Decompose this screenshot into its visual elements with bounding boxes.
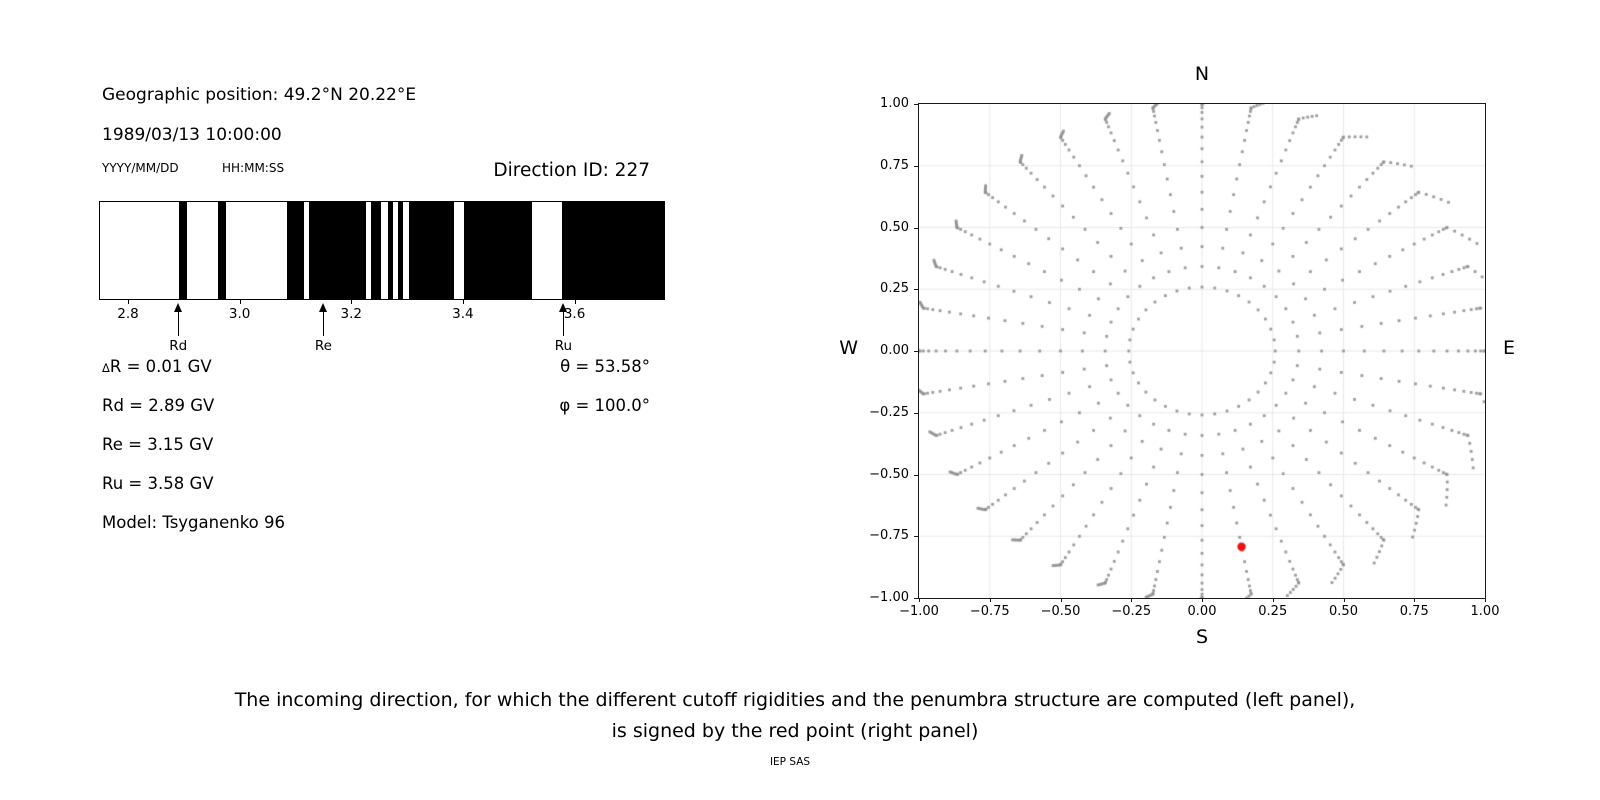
- y-axis-tick-label: −0.75: [869, 528, 909, 544]
- compass-south-label: S: [1195, 626, 1209, 648]
- y-axis-tick-label: −1.00: [869, 590, 909, 605]
- penumbra-axis-tick-label: 2.8: [117, 306, 139, 322]
- penumbra-black-band: [179, 202, 187, 299]
- y-axis-tick: [914, 228, 918, 229]
- x-axis-tick-label: −1.00: [899, 604, 939, 619]
- param-row: [102, 435, 213, 455]
- rd-arrow-shaft: [178, 310, 180, 336]
- compass-north-label: N: [1194, 63, 1210, 85]
- x-axis-tick: [1131, 598, 1132, 602]
- x-axis-tick: [990, 598, 991, 602]
- x-axis-tick: [1414, 598, 1415, 602]
- y-axis-tick-label: 0.50: [880, 219, 909, 235]
- param-text: Re = 3.15 GV: [102, 435, 214, 454]
- direction-id-label: Direction ID: 227: [493, 160, 650, 181]
- y-axis-tick: [914, 166, 918, 167]
- delta-symbol: Δ: [102, 361, 110, 375]
- param-text: Ru = 3.58 GV: [102, 474, 214, 493]
- y-axis-tick: [914, 413, 918, 414]
- ru-arrow-shaft: [563, 310, 565, 336]
- y-axis-tick-label: 1.00: [880, 96, 909, 111]
- x-axis-tick-label: 0.25: [1258, 604, 1288, 619]
- y-axis-tick-label: 0.25: [880, 281, 909, 297]
- y-axis-tick: [914, 104, 918, 105]
- cutoff-marker-label: Rd: [169, 338, 188, 354]
- y-axis-tick-label: 0.75: [880, 157, 909, 173]
- penumbra-axis-tick: [128, 300, 129, 304]
- x-axis-tick-label: −0.25: [1111, 604, 1152, 619]
- penumbra-black-band: [309, 202, 366, 299]
- penumbra-axis-tick: [240, 300, 241, 304]
- cutoff-marker-label: Re: [314, 338, 332, 354]
- penumbra-black-band: [218, 202, 226, 299]
- angle-row: θ = 53.58°: [560, 357, 650, 376]
- penumbra-axis-tick-label: 3.4: [452, 306, 474, 322]
- compass-west-label: W: [839, 337, 858, 359]
- compass-east-label: E: [1503, 337, 1516, 359]
- y-axis-tick-label: 0.00: [880, 343, 909, 358]
- scatter-canvas: [919, 104, 1485, 598]
- time-format-hint: HH:MM:SS: [222, 161, 285, 175]
- date-format-hint: YYYY/MM/DD: [102, 161, 179, 175]
- penumbra-axis-tick-label: 3.0: [228, 306, 251, 322]
- y-axis-tick: [914, 289, 918, 290]
- param-row: [102, 357, 212, 377]
- x-axis-tick: [1344, 598, 1345, 602]
- y-axis-tick-label: −0.50: [869, 466, 909, 482]
- cutoff-marker-label: Ru: [554, 338, 573, 354]
- penumbra-axis-tick: [575, 300, 576, 304]
- param-row: [102, 474, 214, 494]
- penumbra-black-band: [388, 202, 392, 299]
- penumbra-black-band: [409, 202, 453, 299]
- penumbra-black-band: [562, 202, 664, 299]
- penumbra-black-band: [371, 202, 381, 299]
- param-row: [102, 396, 214, 416]
- caption-line-2: is signed by the red point (right panel): [611, 720, 979, 742]
- x-axis-tick: [919, 598, 920, 602]
- y-axis-tick: [914, 598, 918, 599]
- penumbra-plot: [99, 201, 665, 354]
- x-axis-tick: [1273, 598, 1274, 602]
- x-axis-tick-label: 0.75: [1399, 604, 1429, 619]
- y-axis-tick: [914, 536, 918, 537]
- re-arrow-shaft: [323, 310, 325, 336]
- penumbra-axis-tick: [463, 300, 464, 304]
- penumbra-black-band: [287, 202, 304, 299]
- y-axis-tick: [914, 351, 918, 352]
- x-axis-tick: [1061, 598, 1062, 602]
- x-axis-tick-label: 0.00: [1187, 604, 1217, 619]
- param-text: Model: Tsyganenko 96: [102, 513, 286, 532]
- y-axis-tick-label: −0.25: [869, 404, 909, 420]
- penumbra-axis-tick: [351, 300, 352, 304]
- penumbra-bands-box: [99, 201, 665, 300]
- direction-scatter-plot: [839, 63, 1516, 648]
- penumbra-black-band: [464, 202, 532, 299]
- datetime-label: 1989/03/13 10:00:00: [102, 125, 282, 145]
- penumbra-axis-tick-label: 3.2: [340, 306, 363, 322]
- x-axis-tick-label: −0.50: [1040, 604, 1081, 619]
- y-axis-tick: [914, 475, 918, 476]
- x-axis-tick: [1202, 598, 1203, 602]
- x-axis-tick-label: −0.75: [969, 604, 1010, 619]
- param-text: R = 0.01 GV: [109, 357, 212, 376]
- penumbra-black-band: [398, 202, 402, 299]
- credit-label: IEP SAS: [769, 756, 811, 768]
- x-axis-tick-label: 1.00: [1470, 604, 1500, 619]
- param-text: Rd = 2.89 GV: [102, 396, 215, 415]
- param-row: [102, 513, 285, 533]
- penumbra-axis-tick-label: 3.6: [563, 306, 586, 322]
- caption-line-1: The incoming direction, for which the different cutoff rigidities and the penumbra structure are computed (left panel),: [234, 689, 1356, 711]
- geo-position-label: Geographic position: 49.2°N 20.22°E: [102, 85, 417, 105]
- angle-row: φ = 100.0°: [559, 396, 650, 415]
- x-axis-tick-label: 0.50: [1329, 604, 1358, 619]
- x-axis-tick: [1485, 598, 1486, 602]
